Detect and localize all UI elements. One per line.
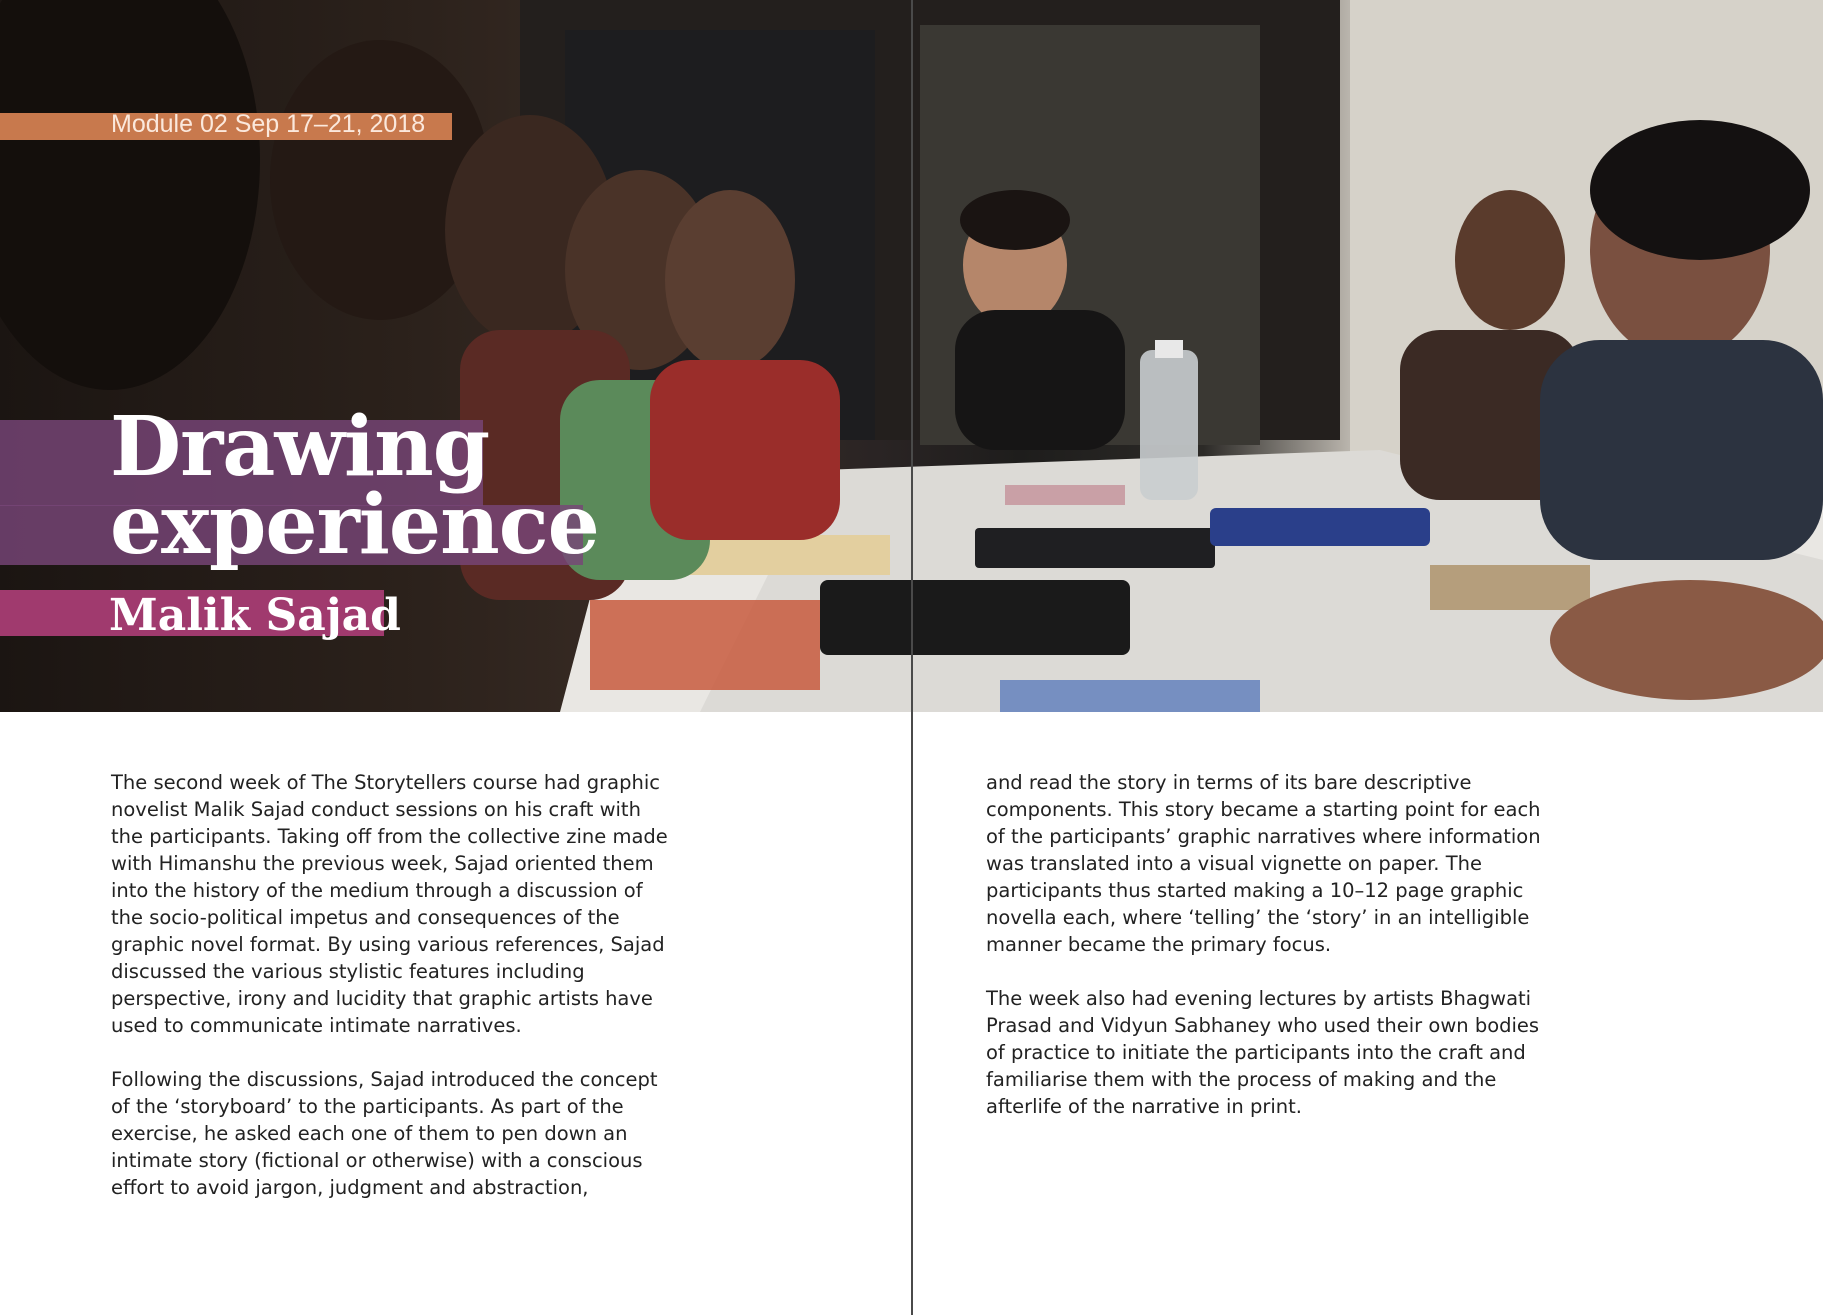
title-line-2: experience <box>110 477 599 573</box>
right-paragraph-1: and read the story in terms of its bare descriptive components. This story became a starting point for each of the participants’ graphic narratives where information was translated into a visual vignette on paper. The participants thus started making a 10–12 page graphic novella each, where ‘telling’ the ‘story’ in an intelligible manner became the primary focus. <box>986 771 1541 956</box>
left-paragraph-2: Following the discussions, Sajad introduced the concept of the ‘storyboard’ to the participants. As part of the exercise, he asked each one of them to pen down an intimate story (fictional or otherwise) with a conscious effort to avoid jargon, judgment and abstraction, <box>111 1068 658 1199</box>
left-column <box>111 769 671 1228</box>
title-line-1: Drawing <box>110 399 490 495</box>
left-paragraph-1: The second week of The Storytellers course had graphic novelist Malik Sajad conduct sessions on his craft with the participants. Taking off from the collective zine made with Himanshu the previous week, Sajad oriented them into the history of the medium through a discussion of the socio-political impetus and consequences of the graphic novel format. By using various references, Sajad discussed the various stylistic features including perspective, irony and lucidity that graphic artists have used to communicate intimate narratives. <box>111 771 668 1037</box>
right-paragraph-2: The week also had evening lectures by artists Bhagwati Prasad and Vidyun Sabhaney who used their own bodies of practice to initiate the participants into the craft and familiarise them with the process of making and the afterlife of the narrative in print. <box>986 987 1540 1118</box>
right-column <box>986 769 1546 1147</box>
author-name: Malik Sajad <box>109 590 401 641</box>
article-title <box>110 399 599 573</box>
page-spine <box>911 0 913 1315</box>
module-tag: Module 02 Sep 17–21, 2018 <box>111 110 426 138</box>
